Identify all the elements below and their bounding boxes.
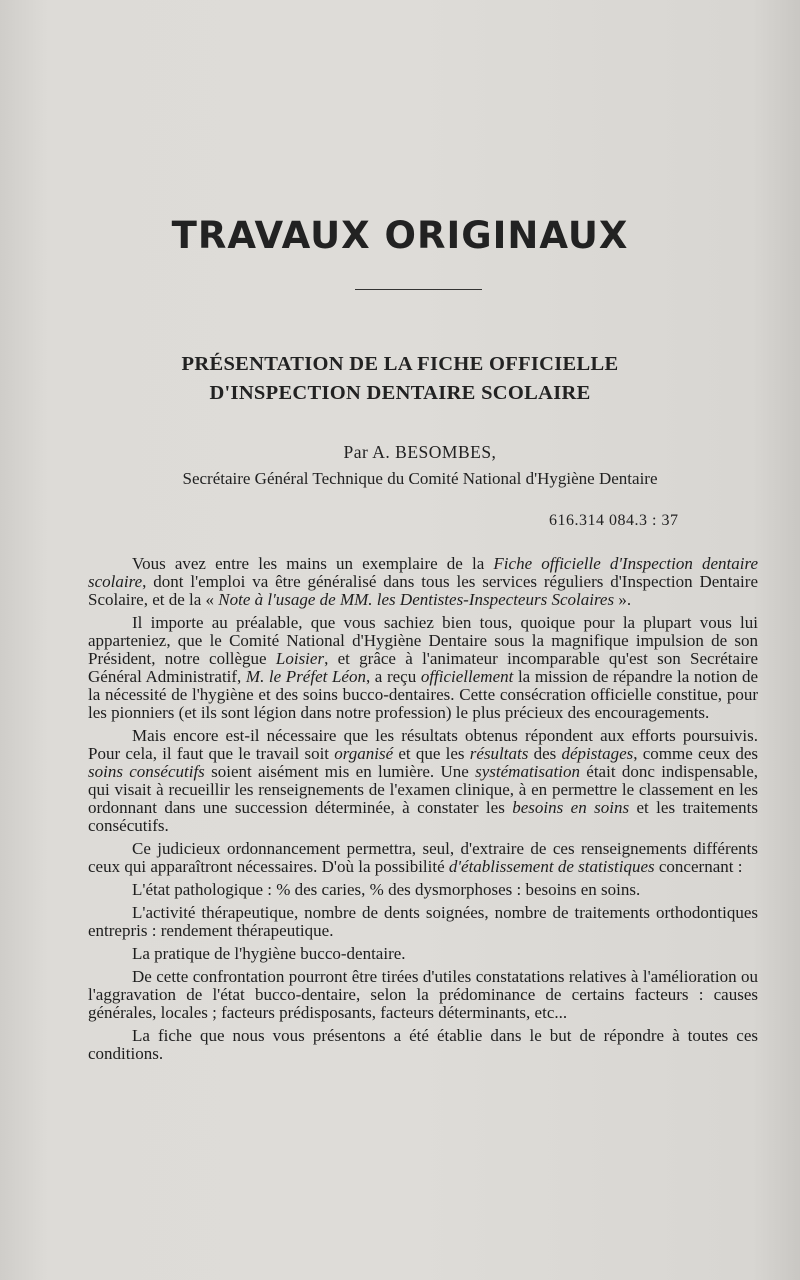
section-title: TRAVAUX ORIGINAUX xyxy=(171,214,629,257)
p2-emphasis: officiellement xyxy=(420,667,514,686)
p4-emphasis: d'établissement de statistiques xyxy=(448,857,655,876)
p2-text: Il importe au préalable, que vous sachiez bien tous, quoique pour la plupart vous lui apparteniez, que le Comité National d'Hygiène Dentaire sous la magnifique impulsion de son Président, notre collègue xyxy=(88,613,758,668)
p3-emphasis: résultats xyxy=(469,744,529,763)
p2-text: , a reçu xyxy=(365,667,421,686)
p3-text: Mais encore est-il nécessaire que les résultats obtenus répondent aux efforts poursuivis. Pour cela, il faut que le travail soit xyxy=(88,726,758,763)
p2-text: la mission de répandre la notion de la nécessité de l'hygiène et des soins bucco-dentaires. Cette consécration officielle constitue, pour les pionniers (et ils sont légion dans notre profession) le plus précieux des encouragements. xyxy=(88,667,758,722)
paragraph-8: De cette confrontation pourront être tirées d'utiles constatations relatives à l'amélioration ou l'aggravation de l'état bucco-dentaire, selon la prédominance de certains facteurs : causes générales, locales ; facteurs prédisposants, facteurs déterminants, etc... xyxy=(88,967,758,1022)
p3-emphasis: besoins en soins xyxy=(512,798,630,817)
article-title-line1: PRÉSENTATION DE LA FICHE OFFICIELLE xyxy=(181,353,619,375)
paragraph-5: L'état pathologique : % des caries, % des dysmorphoses : besoins en soins. xyxy=(132,880,641,899)
p1-emphasis: Note à l'usage de MM. les Dentistes-Inspecteurs Scolaires xyxy=(218,590,615,609)
p3-text: et les traitements consécutifs. xyxy=(88,798,759,835)
paragraph-1 xyxy=(88,555,758,609)
paragraph-7: La pratique de l'hygiène bucco-dentaire. xyxy=(132,944,406,963)
p3-text: , comme ceux des xyxy=(633,744,759,763)
p1-text: , dont l'emploi va être généralisé dans tous les services réguliers d'Inspection Dentaire Scolaire, et de la « xyxy=(88,572,758,609)
author-affiliation: Secrétaire Général Technique du Comité National d'Hygiène Dentaire xyxy=(182,469,658,488)
paragraph-3 xyxy=(88,727,758,835)
p3-emphasis: dépistages xyxy=(561,744,634,763)
article-title-line2: D'INSPECTION DENTAIRE SCOLAIRE xyxy=(209,382,591,404)
p3-emphasis: systématisation xyxy=(475,762,580,781)
article-body xyxy=(88,555,758,1068)
paragraph-9: La fiche que nous vous présentons a été établie dans le but de répondre à toutes ces conditions. xyxy=(88,1026,758,1063)
p1-text: Vous avez entre les mains un exemplaire de la xyxy=(132,554,494,573)
p4-text: concernant : xyxy=(654,857,743,876)
p3-text: soient aisément mis en lumière. Une xyxy=(204,762,476,781)
paragraph-4 xyxy=(88,840,758,876)
p3-emphasis: soins consécutifs xyxy=(88,762,205,781)
classification-code: 616.314 084.3 : 37 xyxy=(549,512,679,529)
p1-emphasis: Fiche officielle d'Inspection dentaire scolaire xyxy=(88,554,758,591)
p3-text: et que les xyxy=(393,744,470,763)
p2-text: , et grâce à l'animateur incomparable qu'est son Secrétaire Général Administratif, xyxy=(88,649,759,686)
p2-emphasis: M. le Préfet Léon xyxy=(245,667,366,686)
p3-text: des xyxy=(528,744,562,763)
p3-emphasis: organisé xyxy=(334,744,394,763)
article-title xyxy=(0,350,800,408)
paragraph-2 xyxy=(88,614,758,722)
byline: Par A. BESOMBES, xyxy=(343,442,497,462)
p4-text: Ce judicieux ordonnancement permettra, seul, d'extraire de ces renseignements différents ceux qui apparaîtront nécessaires. D'où la possibilité xyxy=(88,839,758,876)
p1-text: ». xyxy=(614,590,632,609)
paragraph-6: L'activité thérapeutique, nombre de dents soignées, nombre de traitements orthodontiques entrepris : rendement thérapeutique. xyxy=(88,903,758,940)
p3-text: était donc indispensable, qui visait à recueillir les renseignements de l'examen clinique, à en permettre le classement en les ordonnant dans une succession déterminée, à constater les xyxy=(88,762,758,817)
title-rule xyxy=(355,289,482,290)
p2-emphasis: Loisier xyxy=(275,649,325,668)
